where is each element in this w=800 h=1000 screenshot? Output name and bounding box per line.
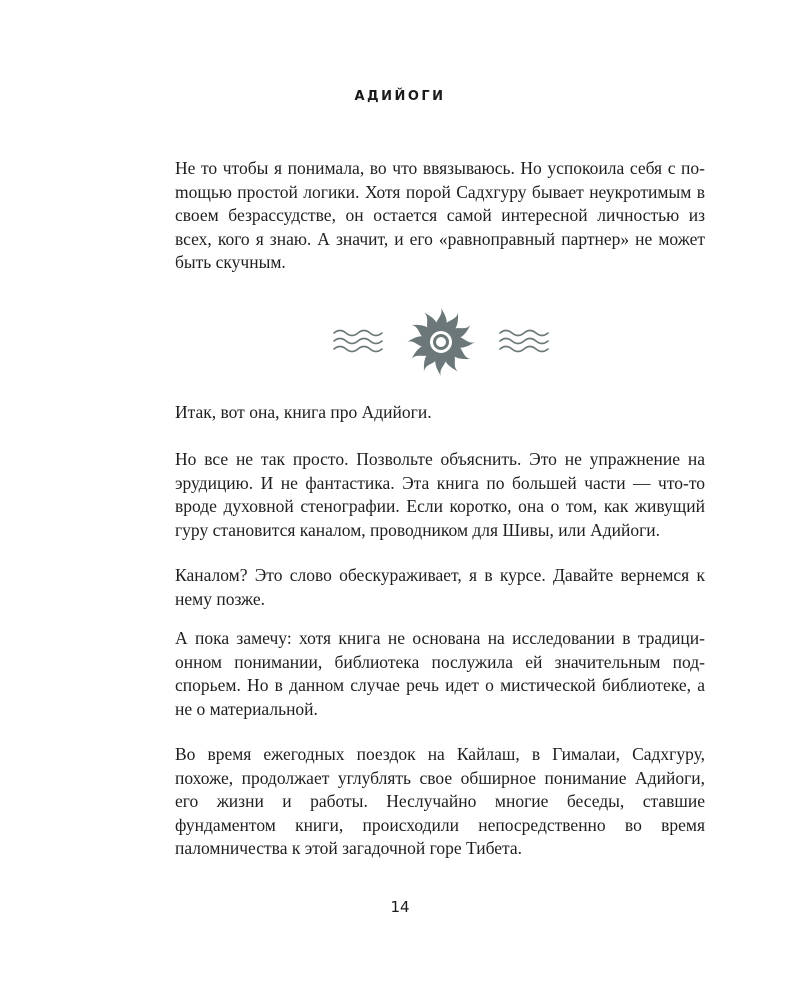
paragraph-5: А пока замечу: хотя книга не основана на исследовании в традиционном понимании, библиотека послужила ей значительным подспорьем. Но в данном случае речь идет о мистической библиотеке, а не о материальной. — [175, 628, 705, 719]
paragraph-2: Итак, вот она, книга про Адийоги. — [175, 402, 432, 422]
running-head: АДИЙОГИ — [354, 89, 446, 104]
sun-icon — [407, 308, 475, 376]
paragraph-6: Во время ежегодных поездок на Кайлаш, в Гималаи, Садхгуру, похоже, продолжает углублять свое обширное понимание Адийоги, его жизни и работы. Неслучайно многие беседы, ставшие фундаментом книги, происходили непосредственно во время паломничества к этой загадочной горе Тибета. — [175, 744, 705, 859]
left-waves-icon — [334, 331, 382, 352]
paragraph-3: Но все не так просто. Позвольте объяснить. Это не упражнение на эрудицию. И не фантастика. Эта книга по большей части — что-то вроде духовной стенографии. Если коротко, она о том, как живущий гуру становится каналом, проводником для Шивы, или Адийоги. — [175, 449, 705, 540]
paragraph-4: Каналом? Это слово обескураживает, я в курсе. Давайте вернемся к нему позже. — [175, 565, 705, 609]
page-number: 14 — [390, 898, 410, 916]
sun-ornament — [330, 302, 552, 384]
paragraph-1: Не то чтобы я понимала, во что ввязываюсь. Но успокоила себя с поmощью простой логики. Хотя порой Садхгуру бывает неукротимым в своем безрассудстве, он остается самой интересной личностью из всех, кого я знаю. А значит, и его «равноправный партнер» не может быть скучным. — [175, 158, 705, 273]
sun-with-waves-icon — [330, 302, 552, 384]
right-waves-icon — [500, 331, 548, 352]
